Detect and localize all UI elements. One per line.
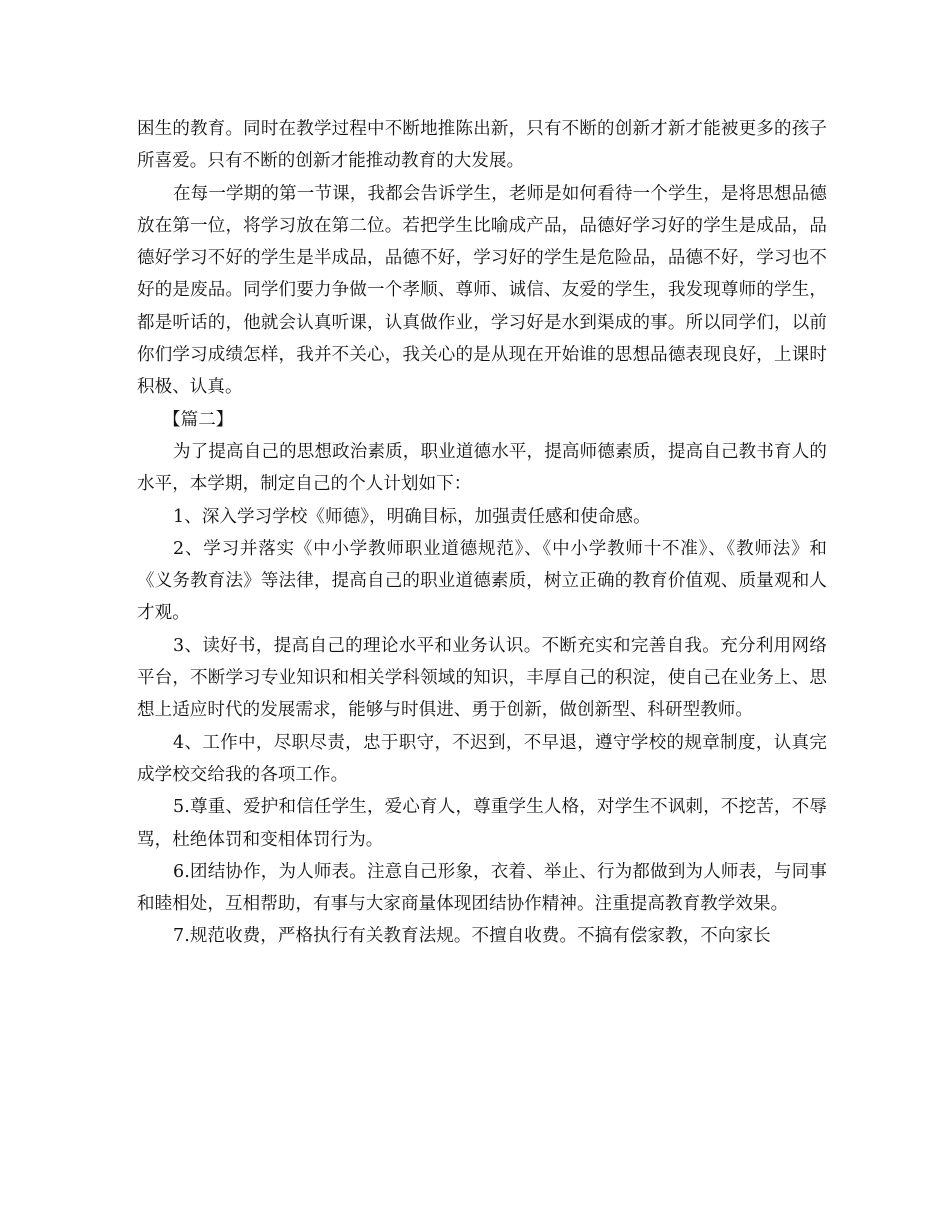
paragraph-continuation: 困生的教育。同时在教学过程中不断地推陈出新，只有不断的创新才新才能被更多的孩子所喜爱。只有不断的创新才能推动教育的大发展。: [137, 119, 827, 172]
paragraph-first-lesson: 在每一学期的第一节课，我都会告诉学生，老师是如何看待一个学生，是将思想品德放在第一位，将学习放在第二位。若把学生比喻成产品，品德好学习好的学生是成品，品德好学习不好的学生是半成品，品德不好，学习好的学生是危险品，品德不好，学习也不好的是废品。同学们要力争做一个孝顺、尊师、诚信、友爱的学生，我发现尊师的学生，都是听话的，他就会认真听课，认真做作业，学习好是水到渠成的事。所以同学们，以前你们学习成绩怎样，我并不关心，我关心的是从现在开始谁的思想品德表现良好，上课时积极、认真。: [137, 183, 827, 398]
document-body: [137, 113, 827, 953]
list-item-6: 6.团结协作，为人师表。注意自己形象，衣着、举止、行为都做到为人师表，与同事和睦相处，互相帮助，有事与大家商量体现团结协作精神。注重提高教育教学效果。: [137, 861, 827, 915]
list-item-2: 2、学习并落实《中小学教师职业道德规范》、《中小学教师十不准》、《教师法》和《义务教育法》等法律，提高自己的职业道德素质，树立正确的教育价值观、质量观和人才观。: [137, 538, 827, 624]
list-item-7: 7.规范收费，严格执行有关教育法规。不擅自收费。不搞有偿家教，不向家长: [173, 926, 771, 947]
list-item-1: 1、深入学习学校《师德》，明确目标，加强责任感和使命感。: [173, 506, 651, 527]
paragraph-intro: 为了提高自己的思想政治素质，职业道德水平，提高师德素质，提高自己教书育人的水平，本学期，制定自己的个人计划如下：: [137, 441, 827, 495]
list-item-5: 5.尊重、爱护和信任学生，爱心育人，尊重学生人格，对学生不讽刺，不挖苦，不辱骂，杜绝体罚和变相体罚行为。: [137, 797, 827, 850]
list-item-4: 4、工作中，尽职尽责，忠于职守，不迟到，不早退，遵守学校的规章制度，认真完成学校交给我的各项工作。: [137, 732, 827, 785]
section-heading: 【篇二】: [163, 409, 234, 430]
list-item-3: 3、读好书，提高自己的理论水平和业务认识。不断充实和完善自我。充分利用网络平台，不断学习专业知识和相关学科领域的知识，丰厚自己的积淀，使自己在业务上、思想上适应时代的发展需求，能够与时俱进、勇于创新，做创新型、科研型教师。: [137, 635, 827, 721]
